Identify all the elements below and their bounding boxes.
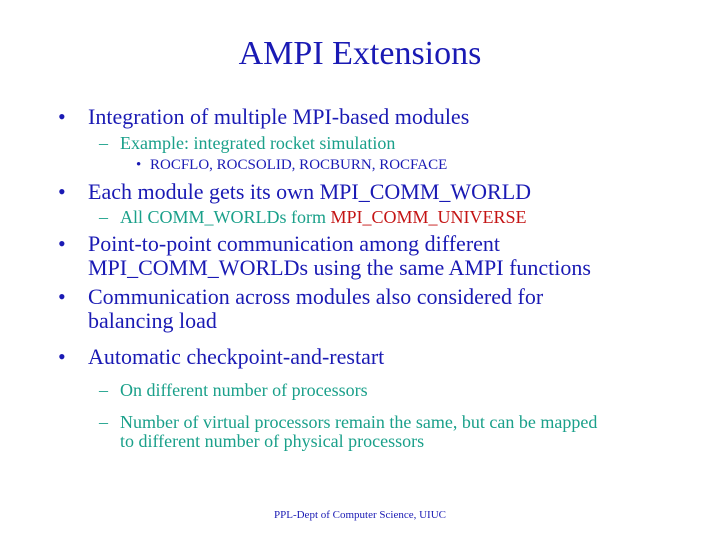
slide-title: AMPI Extensions [238,35,482,72]
subbullet-marker: – [99,207,108,227]
subbullet-text-prefix: All COMM_WORLDs form [120,207,331,227]
mpi-comm-universe-highlight: MPI_COMM_UNIVERSE [330,207,527,227]
subbullet-marker: – [99,133,108,153]
bullet-marker: • [58,284,66,309]
slide-footer: PPL-Dept of Computer Science, UIUC [274,509,446,521]
bullet-marker: • [58,179,66,204]
bullet-text: Each module gets its own MPI_COMM_WORLD [88,179,532,204]
subbullet-text-line: to different number of physical processors [120,431,425,451]
bullet-marker: • [58,231,66,256]
subbullet-text [120,207,527,227]
bullet-marker: • [58,104,66,129]
bullet-text-line: balancing load [88,308,217,333]
subbullet-text: On different number of processors [120,380,368,400]
bullet-text: Automatic checkpoint-and-restart [88,344,385,369]
subbullet-marker: – [99,380,108,400]
subbullet-text: Example: integrated rocket simulation [120,133,396,153]
subbullet-marker: – [99,412,108,432]
bullet-marker: • [58,344,66,369]
bullet-text-line: Communication across modules also considered for [88,284,544,309]
bullet-text-line: Point-to-point communication among different [88,231,501,256]
subsubbullet-marker: • [136,157,142,173]
bullet-text-line: MPI_COMM_WORLDs using the same AMPI functions [88,255,591,280]
bullet-text: Integration of multiple MPI-based modules [88,104,470,129]
subbullet-text-line: Number of virtual processors remain the same, but can be mapped [120,412,598,432]
subsubbullet-text: ROCFLO, ROCSOLID, ROCBURN, ROCFACE [150,157,448,173]
